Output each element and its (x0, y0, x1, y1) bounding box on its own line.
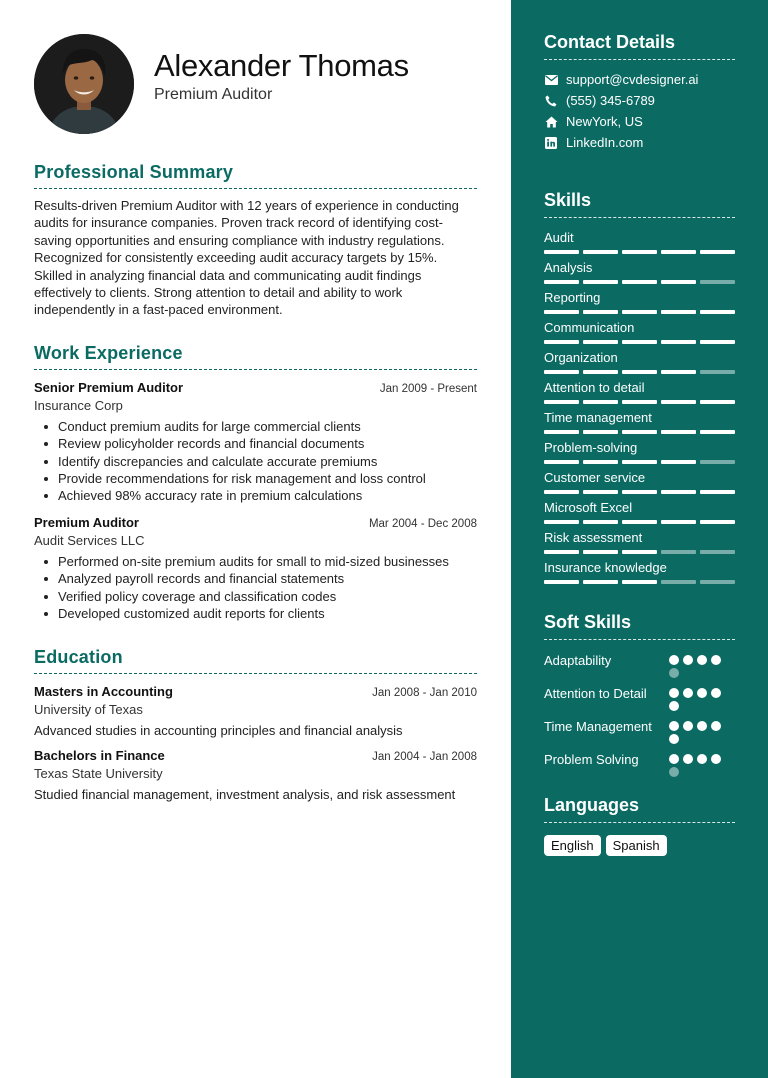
soft-skill-item (544, 751, 735, 777)
skill-level-bar (544, 520, 735, 524)
resume-header (34, 0, 477, 150)
sidebar (511, 0, 768, 1078)
education-entry (34, 684, 477, 738)
contact-phone[interactable] (544, 93, 735, 108)
rating-dot (697, 721, 707, 731)
skill-level-segment (583, 310, 618, 314)
bullet-item: Developed customized audit reports for clients (34, 605, 477, 622)
skills-section (544, 190, 735, 584)
skill-level-segment (700, 280, 735, 284)
skill-level-segment (544, 340, 579, 344)
soft-skills-section (544, 612, 735, 777)
rating-dot (669, 668, 679, 678)
skill-level-segment (583, 250, 618, 254)
rating-dot (683, 721, 693, 731)
job-title: Premium Auditor (34, 514, 139, 530)
skill-level-segment (661, 580, 696, 584)
skill-item (544, 440, 735, 464)
skill-item (544, 260, 735, 284)
education-section (34, 647, 477, 802)
skill-level-segment (583, 280, 618, 284)
rating-dot (711, 688, 721, 698)
skill-item (544, 290, 735, 314)
skill-level-bar (544, 550, 735, 554)
rating-dot (669, 688, 679, 698)
skill-name: Customer service (544, 470, 646, 485)
soft-skill-rating (669, 718, 729, 744)
skill-name: Risk assessment (544, 530, 643, 545)
skill-level-segment (583, 490, 618, 494)
skill-level-segment (544, 550, 579, 554)
rating-dot (683, 754, 693, 764)
skill-level-segment (700, 550, 735, 554)
skill-level-segment (700, 310, 735, 314)
skill-level-bar (544, 310, 735, 314)
envelope-icon (544, 73, 558, 87)
skill-level-segment (661, 490, 696, 494)
skill-level-segment (622, 310, 657, 314)
skill-item (544, 230, 735, 254)
language-tag: Spanish (606, 835, 667, 856)
candidate-title: Premium Auditor (154, 86, 273, 103)
education-dates: Jan 2004 - Jan 2008 (372, 750, 477, 763)
skill-level-segment (661, 310, 696, 314)
contact-linkedin[interactable] (544, 135, 735, 150)
skill-name: Organization (544, 350, 618, 365)
skill-item (544, 530, 735, 554)
skill-level-segment (700, 490, 735, 494)
skill-level-segment (700, 250, 735, 254)
skill-name: Reporting (544, 290, 601, 305)
skill-name: Microsoft Excel (544, 500, 633, 515)
skill-level-segment (700, 430, 735, 434)
skill-level-segment (583, 430, 618, 434)
skill-level-segment (661, 550, 696, 554)
section-heading: Education (34, 647, 477, 674)
education-description: Studied financial management, investment analysis, and risk assessment (34, 786, 456, 802)
contact-location (544, 114, 735, 129)
soft-skill-name: Attention to Detail (544, 686, 647, 701)
rating-dot (683, 688, 693, 698)
bullet-item: Provide recommendations for risk management and loss control (34, 470, 477, 487)
skill-level-bar (544, 460, 735, 464)
rating-dot (683, 655, 693, 665)
skill-level-segment (544, 370, 579, 374)
job-dates: Jan 2009 - Present (379, 382, 477, 395)
skill-level-segment (544, 430, 579, 434)
skill-level-segment (583, 520, 618, 524)
skill-level-segment (622, 460, 657, 464)
skill-level-segment (622, 250, 657, 254)
sidebar-heading: Soft Skills (544, 612, 735, 640)
sidebar-heading: Skills (544, 190, 735, 218)
rating-dot (669, 721, 679, 731)
summary-text: Results-driven Premium Auditor with 12 years of experience in conducting audits for insurance companies. Proven track record of identifying cost-saving opportunities and ensuring compliance with industry regulations. Recognized for consistently exceeding audit accuracy targets by 15%. Skilled in analyzing financial data and communicating audit findings effectively to clients. Strong attention to detail and ability to work independently in a fast-paced environment. (34, 198, 459, 318)
skills-list (544, 230, 735, 584)
skill-name: Attention to detail (544, 380, 645, 395)
skill-level-segment (622, 550, 657, 554)
soft-skill-name: Adaptability (544, 653, 612, 668)
section-heading: Work Experience (34, 343, 477, 370)
soft-skill-rating (669, 652, 729, 678)
phone-text: (555) 345-6789 (566, 93, 655, 108)
soft-skill-item (544, 685, 735, 711)
job-company: Insurance Corp (34, 397, 123, 413)
location-text: NewYork, US (566, 114, 643, 129)
skill-level-segment (661, 400, 696, 404)
skill-level-segment (544, 580, 579, 584)
skill-item (544, 470, 735, 494)
bullet-item: Review policyholder records and financial documents (34, 435, 477, 452)
rating-dot (697, 688, 707, 698)
skill-level-segment (583, 400, 618, 404)
degree-title: Bachelors in Finance (34, 747, 165, 763)
skill-level-segment (622, 520, 657, 524)
summary-section (34, 162, 477, 319)
linkedin-text: LinkedIn.com (566, 135, 644, 150)
skill-level-segment (661, 520, 696, 524)
skill-name: Time management (544, 410, 652, 425)
rating-dot (669, 734, 679, 744)
skill-name: Communication (544, 320, 635, 335)
skill-level-segment (544, 460, 579, 464)
skill-name: Analysis (544, 260, 593, 275)
language-tag: English (544, 835, 601, 856)
skill-item (544, 500, 735, 524)
skill-item (544, 350, 735, 374)
soft-skill-item (544, 718, 735, 744)
skill-level-segment (583, 580, 618, 584)
skill-level-segment (622, 400, 657, 404)
skill-item (544, 380, 735, 404)
avatar (34, 34, 134, 134)
skill-item (544, 560, 735, 584)
skill-level-segment (700, 400, 735, 404)
bullet-item: Identify discrepancies and calculate accurate premiums (34, 453, 477, 470)
skill-level-bar (544, 280, 735, 284)
bullet-item: Analyzed payroll records and financial statements (34, 570, 477, 587)
soft-skill-item (544, 652, 735, 678)
skill-level-segment (583, 550, 618, 554)
school-name: Texas State University (34, 765, 163, 781)
rating-dot (711, 721, 721, 731)
skill-level-bar (544, 370, 735, 374)
contact-section (544, 32, 735, 150)
skill-level-segment (583, 340, 618, 344)
languages-section (544, 795, 735, 856)
bullet-item: Performed on-site premium audits for small to mid-sized businesses (34, 553, 477, 570)
rating-dot (669, 754, 679, 764)
skill-level-segment (661, 370, 696, 374)
skill-level-segment (661, 250, 696, 254)
avatar-photo (34, 34, 134, 134)
rating-dot (711, 754, 721, 764)
soft-skill-rating (669, 751, 729, 777)
linkedin-icon (544, 136, 558, 150)
soft-skill-name: Time Management (544, 719, 652, 734)
skill-level-segment (622, 340, 657, 344)
skill-level-segment (700, 340, 735, 344)
skill-level-segment (622, 580, 657, 584)
education-description: Advanced studies in accounting principles and financial analysis (34, 722, 403, 738)
skill-level-segment (544, 520, 579, 524)
skill-level-segment (700, 520, 735, 524)
skill-name: Insurance knowledge (544, 560, 667, 575)
sidebar-heading: Languages (544, 795, 735, 823)
rating-dot (697, 655, 707, 665)
skill-item (544, 320, 735, 344)
email-text: support@cvdesigner.ai (566, 72, 699, 87)
sidebar-heading: Contact Details (544, 32, 735, 60)
skill-level-segment (700, 370, 735, 374)
skill-name: Problem-solving (544, 440, 638, 455)
skill-level-bar (544, 430, 735, 434)
skill-level-segment (622, 490, 657, 494)
skill-level-segment (700, 460, 735, 464)
skill-level-bar (544, 490, 735, 494)
skill-level-segment (544, 280, 579, 284)
skill-level-segment (544, 400, 579, 404)
skill-level-segment (700, 580, 735, 584)
skill-level-bar (544, 400, 735, 404)
skill-level-bar (544, 340, 735, 344)
soft-skill-rating (669, 685, 729, 711)
experience-section (34, 343, 477, 623)
skill-level-bar (544, 250, 735, 254)
rating-dot (669, 655, 679, 665)
job-title: Senior Premium Auditor (34, 379, 184, 395)
job-entry (34, 515, 477, 623)
education-entry (34, 748, 477, 802)
rating-dot (697, 754, 707, 764)
school-name: University of Texas (34, 701, 143, 717)
bullet-item: Conduct premium audits for large commercial clients (34, 418, 477, 435)
rating-dot (711, 655, 721, 665)
skill-level-segment (661, 340, 696, 344)
section-heading: Professional Summary (34, 162, 477, 189)
skill-level-segment (544, 310, 579, 314)
bullet-item: Achieved 98% accuracy rate in premium calculations (34, 487, 477, 504)
skill-level-segment (622, 280, 657, 284)
job-bullets (34, 418, 477, 505)
skill-item (544, 410, 735, 434)
bullet-item: Verified policy coverage and classification codes (34, 588, 477, 605)
languages-list (544, 835, 735, 856)
education-dates: Jan 2008 - Jan 2010 (372, 686, 477, 699)
skill-level-segment (622, 370, 657, 374)
skill-level-segment (661, 460, 696, 464)
skill-level-segment (583, 460, 618, 464)
soft-skills-list (544, 652, 735, 777)
skill-level-bar (544, 580, 735, 584)
job-company: Audit Services LLC (34, 532, 145, 548)
candidate-name: Alexander Thomas (154, 48, 409, 83)
job-bullets (34, 553, 477, 623)
job-dates: Mar 2004 - Dec 2008 (368, 517, 477, 530)
degree-title: Masters in Accounting (34, 683, 173, 699)
skill-level-segment (544, 250, 579, 254)
rating-dot (669, 767, 679, 777)
job-entry (34, 380, 477, 505)
soft-skill-name: Problem Solving (544, 752, 639, 767)
home-icon (544, 115, 558, 129)
contact-email[interactable] (544, 72, 735, 87)
skill-name: Audit (544, 230, 574, 245)
skill-level-segment (622, 430, 657, 434)
skill-level-segment (661, 430, 696, 434)
skill-level-segment (661, 280, 696, 284)
skill-level-segment (544, 490, 579, 494)
skill-level-segment (583, 370, 618, 374)
rating-dot (669, 701, 679, 711)
phone-icon (544, 94, 558, 108)
